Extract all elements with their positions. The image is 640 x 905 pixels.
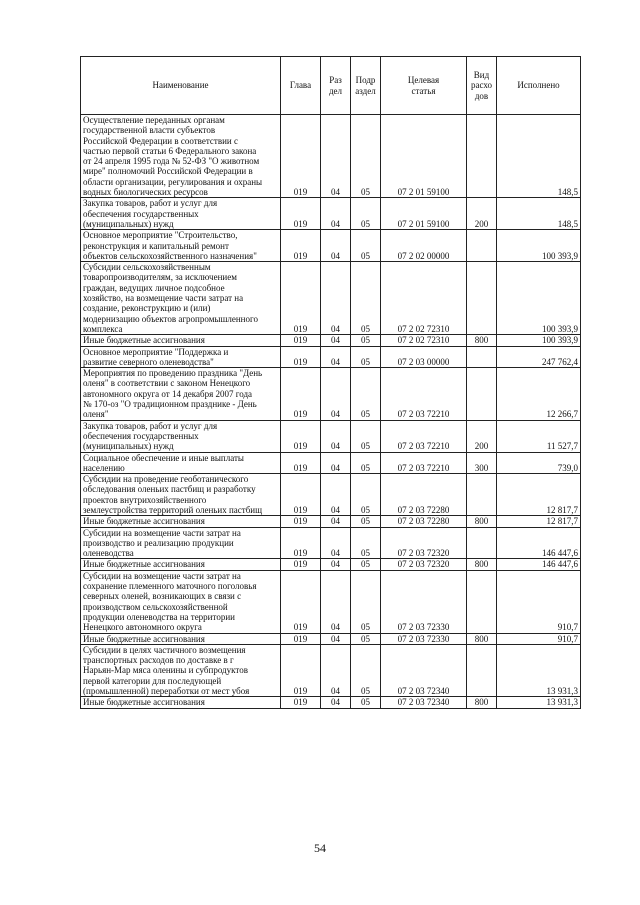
cell-expense-type: 200 [467,198,497,230]
cell-executed: 739,0 [497,452,581,474]
table-header-row [81,57,581,115]
header-expense-type: Вид расхо дов [467,57,497,115]
cell-subsection: 05 [351,559,381,570]
cell-target: 07 2 01 59100 [381,198,467,230]
cell-name: Иные бюджетные ассигнования [81,559,281,570]
cell-target: 07 2 03 72330 [381,633,467,644]
cell-name: Субсидии на возмещение части затрат на производство и реализацию продукции оленеводства [81,527,281,559]
cell-expense-type [467,115,497,198]
cell-name: Иные бюджетные ассигнования [81,633,281,644]
table-row [81,420,581,452]
cell-subsection: 05 [351,230,381,262]
cell-executed: 910,7 [497,570,581,633]
cell-executed: 12 817,7 [497,474,581,516]
cell-target: 07 2 03 72340 [381,697,467,708]
table-row [81,115,581,198]
header-target: Целевая статья [381,57,467,115]
cell-section: 04 [321,452,351,474]
cell-name: Мероприятия по проведению праздника "День оленя" в соответствии с законом Ненецкого автономного округа от 14 декабря 2007 года № 170-оз "О традиционном празднике - День оленя" [81,368,281,420]
cell-subsection: 05 [351,697,381,708]
header-section: Раз дел [321,57,351,115]
table-row [81,516,581,527]
cell-subsection: 05 [351,198,381,230]
cell-section: 04 [321,559,351,570]
table-row [81,644,581,696]
cell-subsection: 05 [351,570,381,633]
cell-chapter: 019 [281,452,321,474]
cell-section: 04 [321,368,351,420]
table-row [81,198,581,230]
cell-chapter: 019 [281,368,321,420]
cell-expense-type [467,527,497,559]
cell-expense-type: 300 [467,452,497,474]
cell-expense-type: 800 [467,697,497,708]
cell-executed: 910,7 [497,633,581,644]
cell-chapter: 019 [281,633,321,644]
cell-expense-type: 800 [467,335,497,346]
cell-name: Осуществление переданных органам государственной власти субъектов Российской Федерации в соответствии с частью первой статьи 6 Федерального закона от 24 апреля 1995 года № 52-ФЗ "О животном мире" полномочий Российской Федерации в области организации, регулирования и охраны водных биологических ресурсов [81,115,281,198]
cell-chapter: 019 [281,335,321,346]
cell-section: 04 [321,527,351,559]
cell-name: Закупка товаров, работ и услуг для обеспечения государственных (муниципальных) нужд [81,198,281,230]
cell-target: 07 2 03 72280 [381,474,467,516]
cell-section: 04 [321,262,351,335]
cell-target: 07 2 03 72340 [381,644,467,696]
cell-target: 07 2 03 72320 [381,559,467,570]
cell-name: Иные бюджетные ассигнования [81,697,281,708]
cell-target: 07 2 01 59100 [381,115,467,198]
table-body [81,115,581,709]
cell-expense-type [467,368,497,420]
cell-section: 04 [321,644,351,696]
cell-name: Основное мероприятие "Строительство, реконструкция и капитальный ремонт объектов сельскохозяйственного назначения" [81,230,281,262]
cell-subsection: 05 [351,115,381,198]
cell-chapter: 019 [281,527,321,559]
table-row [81,633,581,644]
cell-chapter: 019 [281,262,321,335]
cell-executed: 146 447,6 [497,527,581,559]
cell-target: 07 2 03 72320 [381,527,467,559]
cell-expense-type [467,570,497,633]
cell-section: 04 [321,230,351,262]
cell-executed: 12 817,7 [497,516,581,527]
cell-subsection: 05 [351,452,381,474]
table-row [81,262,581,335]
cell-executed: 13 931,3 [497,644,581,696]
cell-expense-type [467,474,497,516]
cell-target: 07 2 02 00000 [381,230,467,262]
table-row [81,230,581,262]
cell-section: 04 [321,346,351,368]
table-row [81,368,581,420]
cell-chapter: 019 [281,559,321,570]
cell-name: Субсидии на возмещение части затрат на сохранение племенного маточного поголовья северных оленей, возникающих в связи с производством сельскохозяйственной продукции оленеводства на территории Ненецкого автономного округа [81,570,281,633]
cell-chapter: 019 [281,570,321,633]
cell-expense-type: 200 [467,420,497,452]
cell-name: Основное мероприятие "Поддержка и развитие северного оленеводства" [81,346,281,368]
cell-expense-type: 800 [467,559,497,570]
cell-subsection: 05 [351,633,381,644]
cell-expense-type [467,346,497,368]
cell-executed: 247 762,4 [497,346,581,368]
cell-executed: 148,5 [497,198,581,230]
cell-name: Иные бюджетные ассигнования [81,516,281,527]
cell-subsection: 05 [351,644,381,696]
table-row [81,452,581,474]
budget-table [80,56,581,709]
cell-target: 07 2 03 00000 [381,346,467,368]
cell-subsection: 05 [351,335,381,346]
cell-subsection: 05 [351,262,381,335]
cell-executed: 100 393,9 [497,230,581,262]
cell-name: Субсидии на проведение геоботанического обследования оленьих пастбищ и разработку проектов внутрихозяйственного землеустройства территорий оленьих пастбищ [81,474,281,516]
table-row [81,697,581,708]
table-row [81,346,581,368]
cell-target: 07 2 03 72210 [381,368,467,420]
cell-executed: 13 931,3 [497,697,581,708]
cell-subsection: 05 [351,368,381,420]
cell-chapter: 019 [281,644,321,696]
header-name: Наименование [81,57,281,115]
cell-section: 04 [321,570,351,633]
cell-target: 07 2 02 72310 [381,262,467,335]
table-row [81,559,581,570]
cell-section: 04 [321,335,351,346]
table-row [81,527,581,559]
cell-section: 04 [321,474,351,516]
cell-subsection: 05 [351,420,381,452]
cell-subsection: 05 [351,516,381,527]
cell-executed: 100 393,9 [497,335,581,346]
cell-chapter: 019 [281,346,321,368]
cell-section: 04 [321,697,351,708]
cell-target: 07 2 03 72280 [381,516,467,527]
header-subsection: Подр аздел [351,57,381,115]
cell-target: 07 2 02 72310 [381,335,467,346]
cell-expense-type [467,262,497,335]
cell-subsection: 05 [351,346,381,368]
header-chapter: Глава [281,57,321,115]
cell-subsection: 05 [351,527,381,559]
cell-expense-type [467,230,497,262]
cell-section: 04 [321,420,351,452]
cell-chapter: 019 [281,115,321,198]
cell-chapter: 019 [281,516,321,527]
table-row [81,474,581,516]
header-executed: Исполнено [497,57,581,115]
cell-section: 04 [321,115,351,198]
cell-target: 07 2 03 72210 [381,420,467,452]
cell-section: 04 [321,516,351,527]
cell-target: 07 2 03 72330 [381,570,467,633]
cell-executed: 100 393,9 [497,262,581,335]
cell-subsection: 05 [351,474,381,516]
cell-executed: 148,5 [497,115,581,198]
cell-expense-type [467,644,497,696]
cell-expense-type: 800 [467,633,497,644]
table-row [81,570,581,633]
cell-chapter: 019 [281,420,321,452]
cell-executed: 146 447,6 [497,559,581,570]
cell-chapter: 019 [281,198,321,230]
cell-name: Социальное обеспечение и иные выплаты населению [81,452,281,474]
page-number: 54 [314,841,326,855]
cell-executed: 11 527,7 [497,420,581,452]
cell-expense-type: 800 [467,516,497,527]
cell-target: 07 2 03 72210 [381,452,467,474]
cell-name: Субсидии в целях частичного возмещения транспортных расходов по доставке в г Нарьян-Мар мяса оленины и субпродуктов первой категории для последующей (промышленной) переработки от мест убоя [81,644,281,696]
cell-section: 04 [321,633,351,644]
cell-executed: 12 266,7 [497,368,581,420]
cell-chapter: 019 [281,697,321,708]
cell-name: Субсидии сельскохозяйственным товаропроизводителям, за исключением граждан, ведущих личное подсобное хозяйство, на возмещение части затрат на создание, реконструкцию и (или) модернизацию объектов агропромышленного комплекса [81,262,281,335]
cell-chapter: 019 [281,230,321,262]
cell-section: 04 [321,198,351,230]
cell-chapter: 019 [281,474,321,516]
cell-name: Закупка товаров, работ и услуг для обеспечения государственных (муниципальных) нужд [81,420,281,452]
table-row [81,335,581,346]
cell-name: Иные бюджетные ассигнования [81,335,281,346]
